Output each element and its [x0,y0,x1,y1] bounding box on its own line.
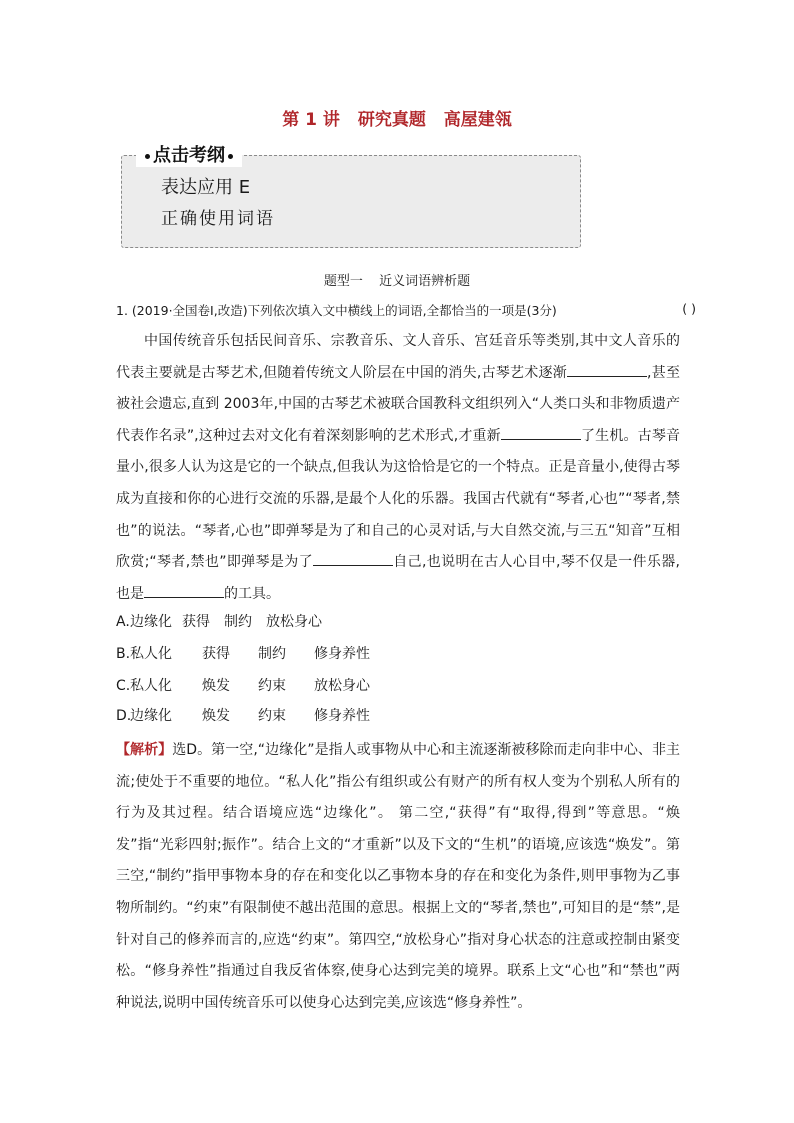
blank-2 [501,425,581,440]
answer-paren: ( ) [682,301,696,316]
question-passage [116,326,680,610]
title-topic-2: 高屋建瓴 [443,110,512,130]
passage-segment: 的工具。 [224,585,280,602]
analysis-text: 选D。第一空,“边缘化”是指人或事物从中心和主流逐渐被移除而走向非中心、非主流;使处于不重要的地位。“私人化”指公有组织或公有财产的所有权人变为个别私人所有的行为及其过程。结合语境应选“边缘化”。 第二空,“获得”有“取得,得到”等意思。“焕发”指“光彩四射;振作”。结合上文的“才重新”以及下文的“生机”的语境,应该选“焕发”。第三空,“制约”指甲事物本身的存在和变化以乙事物本身的存在和变化为条件,则甲事物为乙事物所制约。“约束”有限制使不越出范围的意思。根据上文的“琴者,禁也”,可知目的是“禁”,是针对自己的修养而言的,应选“约束”。第四空,“放松身心”指对身心状态的注意或控制由紧变松。“修身养性”指通过自我反省体察,使身心达到完美的境界。联系上文“心也”和“禁也”两种说法,说明中国传统音乐可以使身心达到完美,应该选“修身养性”。 [116,742,681,1011]
passage-segment: ,甚至被社会遗忘,直到 2003年,中国的古琴艺术被联合国教科文组织列入“人类口头和非物质遗产代表作名录”,这种过去对文化有着深刻影响的艺术形式,才重新 [116,364,680,444]
analysis-tag: 【解析】 [116,742,173,758]
option-a: A.边缘化 获得 制约 放松身心 [116,614,322,630]
bullet-dot-icon [228,154,233,159]
section-heading [0,270,794,289]
blank-4 [144,583,224,598]
option-c: C.私人化 焕发 约束 放松身心 [116,678,370,694]
section-name: 近义词语辨析题 [379,274,471,289]
title-topic-1: 研究真题 [357,110,426,130]
option-b: B.私人化 获得 制约 修身养性 [116,646,370,662]
passage-segment: 自己,也说明在古人心目中,琴不仅是一件乐器,也是 [116,554,680,602]
syllabus-line-2: 正确使用词语 [161,209,275,229]
blank-1 [567,362,647,377]
lecture-title [0,105,794,130]
option-d: D.边缘化 焕发 约束 修身养性 [116,708,370,724]
passage-segment: 了生机。古琴音量小,很多人认为这是它的一个缺点,但我认为这恰恰是它的一个特点。正是音量小,使得古琴成为直接和你的心进行交流的乐器,是最个人化的乐器。我国古代就有“琴者,心也”“琴者,禁也”的说法。“琴者,心也”即弹琴是为了和自己的心灵对话,与大自然交流,与三五“知音”互相欣赏;“琴者,禁也”即弹琴是为了 [116,427,680,571]
bullet-dot-icon [145,154,150,159]
syllabus-line-1: 表达应用 E [161,177,251,198]
question-stem [116,301,696,319]
section-label: 题型一 [323,274,363,289]
syllabus-box [121,155,581,248]
question-text: 1. (2019·全国卷Ⅰ,改造)下列依次填入文中横线上的词语,全都恰当的一项是(3分) [116,303,557,318]
title-lecture-number: 第 1 讲 [282,110,340,130]
passage-segment: 中国传统音乐包括民间音乐、宗教音乐、文人音乐、宫廷音乐等类别,其中文人音乐的代表主要就是古琴艺术,但随着传统文人阶层在中国的消失,古琴艺术逐渐 [116,333,680,381]
blank-3 [313,551,393,566]
syllabus-header: 点击考纲 [136,141,242,167]
answer-analysis [116,735,680,1019]
